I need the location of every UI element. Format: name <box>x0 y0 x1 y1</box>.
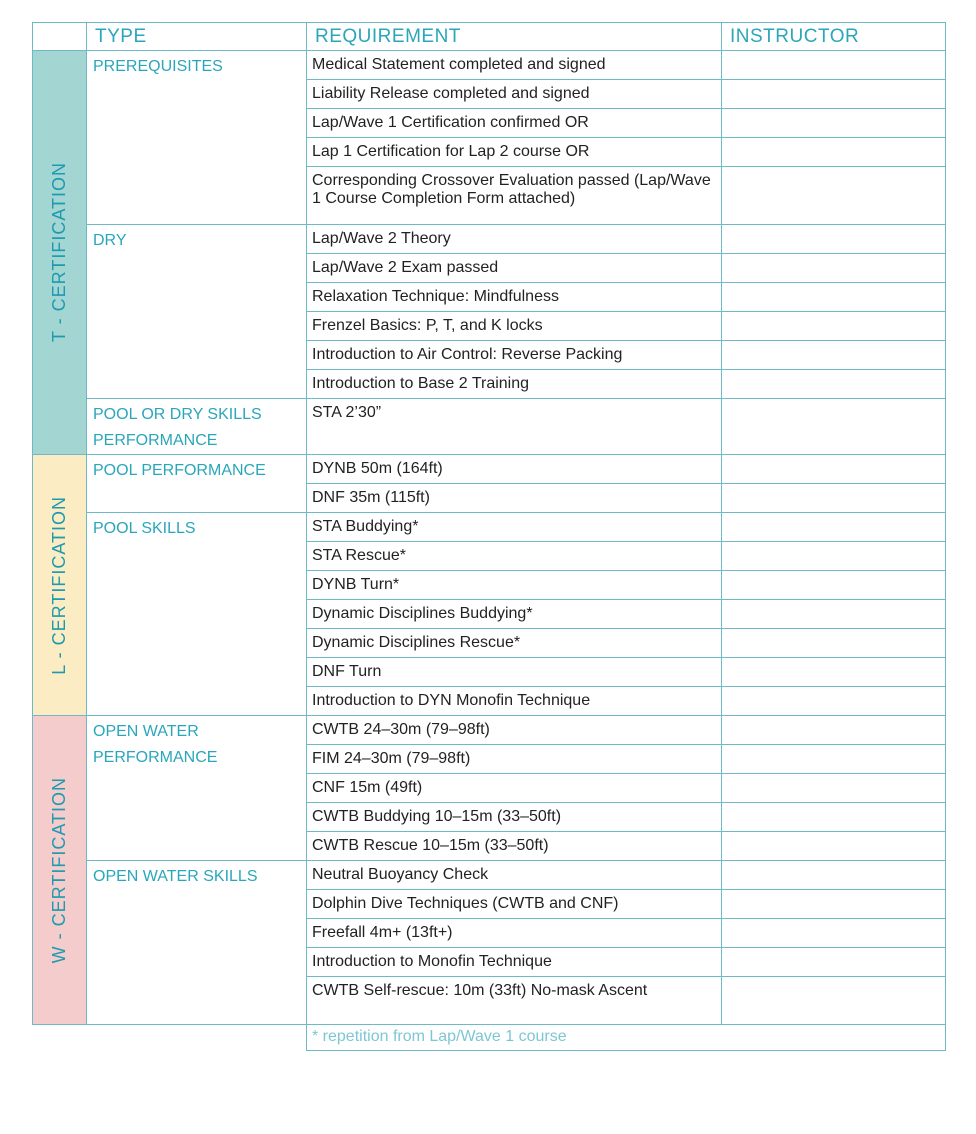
requirement-cell: Liability Release completed and signed <box>307 80 722 109</box>
instructor-signoff-cell[interactable] <box>722 716 946 745</box>
instructor-signoff-cell[interactable] <box>722 774 946 803</box>
requirement-cell: CWTB 24–30m (79–98ft) <box>307 716 722 745</box>
type-cell: OPEN WATER SKILLS <box>87 861 307 1025</box>
requirement-cell: DNF 35m (115ft) <box>307 484 722 513</box>
certification-label-cell <box>33 51 87 455</box>
header-row <box>33 23 946 51</box>
requirement-cell: CWTB Rescue 10–15m (33–50ft) <box>307 832 722 861</box>
instructor-signoff-cell[interactable] <box>722 542 946 571</box>
requirement-cell: Relaxation Technique: Mindfulness <box>307 283 722 312</box>
instructor-signoff-cell[interactable] <box>722 341 946 370</box>
instructor-signoff-cell[interactable] <box>722 283 946 312</box>
requirement-cell: Neutral Buoyancy Check <box>307 861 722 890</box>
instructor-signoff-cell[interactable] <box>722 370 946 399</box>
instructor-signoff-cell[interactable] <box>722 977 946 1025</box>
table-body <box>33 51 946 1051</box>
instructor-signoff-cell[interactable] <box>722 890 946 919</box>
requirement-cell: Introduction to DYN Monofin Technique <box>307 687 722 716</box>
type-cell: PREREQUISITES <box>87 51 307 225</box>
requirement-cell: STA 2’30” <box>307 399 722 455</box>
table-row <box>33 225 946 254</box>
certification-label-cell <box>33 455 87 716</box>
requirement-cell: Lap 1 Certification for Lap 2 course OR <box>307 138 722 167</box>
type-cell: DRY <box>87 225 307 399</box>
certification-label-cell <box>33 716 87 1025</box>
requirements-sheet <box>32 22 946 1051</box>
requirement-cell: Dolphin Dive Techniques (CWTB and CNF) <box>307 890 722 919</box>
table-row <box>33 399 946 455</box>
instructor-signoff-cell[interactable] <box>722 571 946 600</box>
table-row <box>33 861 946 890</box>
instructor-signoff-cell[interactable] <box>722 687 946 716</box>
instructor-signoff-cell[interactable] <box>722 629 946 658</box>
certification-label: W - CERTIFICATION <box>49 776 69 964</box>
requirement-cell: STA Rescue* <box>307 542 722 571</box>
instructor-signoff-cell[interactable] <box>722 51 946 80</box>
requirement-cell: Dynamic Disciplines Rescue* <box>307 629 722 658</box>
requirement-cell: CWTB Self-rescue: 10m (33ft) No-mask Ascent <box>307 977 722 1025</box>
instructor-signoff-cell[interactable] <box>722 600 946 629</box>
requirement-cell: FIM 24–30m (79–98ft) <box>307 745 722 774</box>
table-row <box>33 716 946 745</box>
instructor-signoff-cell[interactable] <box>722 225 946 254</box>
requirement-cell: Lap/Wave 2 Theory <box>307 225 722 254</box>
table-row <box>33 51 946 80</box>
instructor-signoff-cell[interactable] <box>722 80 946 109</box>
instructor-signoff-cell[interactable] <box>722 138 946 167</box>
requirement-cell: Lap/Wave 1 Certification confirmed OR <box>307 109 722 138</box>
instructor-signoff-cell[interactable] <box>722 399 946 455</box>
table-row <box>33 513 946 542</box>
requirement-cell: DNF Turn <box>307 658 722 687</box>
footnote-row <box>33 1025 946 1051</box>
instructor-signoff-cell[interactable] <box>722 167 946 225</box>
requirement-cell: Introduction to Air Control: Reverse Packing <box>307 341 722 370</box>
requirement-cell: Introduction to Base 2 Training <box>307 370 722 399</box>
requirements-table <box>32 22 946 1051</box>
requirement-cell: CWTB Buddying 10–15m (33–50ft) <box>307 803 722 832</box>
instructor-signoff-cell[interactable] <box>722 745 946 774</box>
type-cell: POOL PERFORMANCE <box>87 455 307 513</box>
requirement-cell: CNF 15m (49ft) <box>307 774 722 803</box>
requirement-cell: DYNB Turn* <box>307 571 722 600</box>
requirement-cell: Introduction to Monofin Technique <box>307 948 722 977</box>
table-row <box>33 455 946 484</box>
instructor-signoff-cell[interactable] <box>722 948 946 977</box>
type-cell: OPEN WATER PERFORMANCE <box>87 716 307 861</box>
certification-label: L - CERTIFICATION <box>49 495 69 675</box>
instructor-signoff-cell[interactable] <box>722 832 946 861</box>
header-blank <box>33 23 87 51</box>
instructor-signoff-cell[interactable] <box>722 312 946 341</box>
instructor-signoff-cell[interactable] <box>722 803 946 832</box>
instructor-signoff-cell[interactable] <box>722 455 946 484</box>
instructor-signoff-cell[interactable] <box>722 484 946 513</box>
requirement-cell: Frenzel Basics: P, T, and K locks <box>307 312 722 341</box>
type-cell: POOL OR DRY SKILLS PERFORMANCE <box>87 399 307 455</box>
requirement-cell: STA Buddying* <box>307 513 722 542</box>
requirement-cell: Corresponding Crossover Evaluation passed (Lap/Wave 1 Course Completion Form attached) <box>307 167 722 225</box>
instructor-signoff-cell[interactable] <box>722 919 946 948</box>
type-cell: POOL SKILLS <box>87 513 307 716</box>
requirement-cell: Lap/Wave 2 Exam passed <box>307 254 722 283</box>
instructor-signoff-cell[interactable] <box>722 861 946 890</box>
instructor-signoff-cell[interactable] <box>722 513 946 542</box>
requirement-cell: DYNB 50m (164ft) <box>307 455 722 484</box>
instructor-signoff-cell[interactable] <box>722 109 946 138</box>
header-requirement: REQUIREMENT <box>307 23 722 51</box>
header-instructor: INSTRUCTOR <box>722 23 946 51</box>
footnote: * repetition from Lap/Wave 1 course <box>307 1025 946 1051</box>
header-type: TYPE <box>87 23 307 51</box>
requirement-cell: Dynamic Disciplines Buddying* <box>307 600 722 629</box>
requirement-cell: Medical Statement completed and signed <box>307 51 722 80</box>
instructor-signoff-cell[interactable] <box>722 658 946 687</box>
certification-label: T - CERTIFICATION <box>49 162 69 343</box>
requirement-cell: Freefall 4m+ (13ft+) <box>307 919 722 948</box>
instructor-signoff-cell[interactable] <box>722 254 946 283</box>
footnote-spacer <box>33 1025 307 1051</box>
